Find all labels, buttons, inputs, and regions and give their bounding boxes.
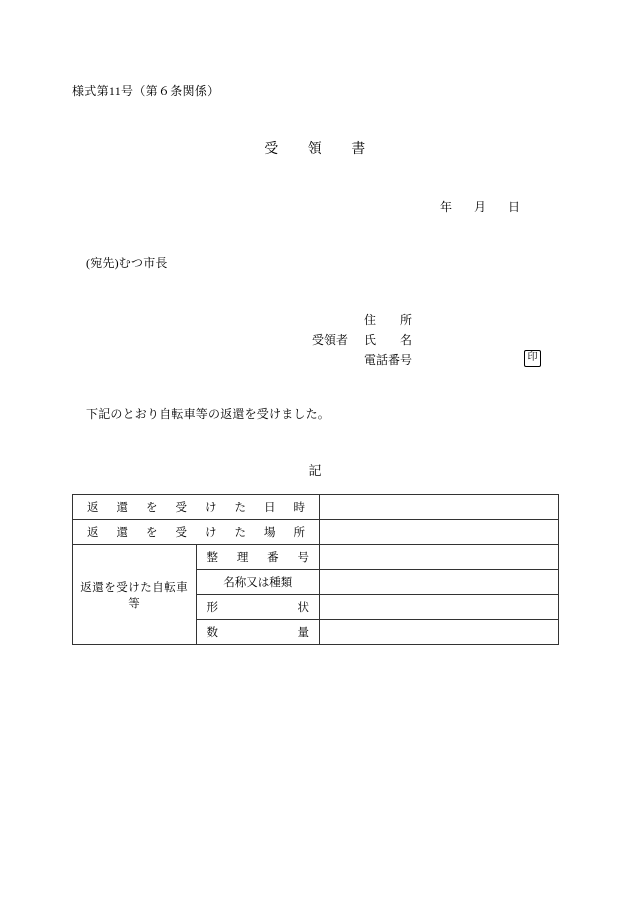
row-value-place[interactable] [320, 520, 559, 545]
sub-value-quantity[interactable] [320, 620, 559, 645]
field-label-phone: 電話番号 [364, 353, 413, 367]
return-details-table [72, 494, 559, 645]
sub-value-shape[interactable] [320, 595, 559, 620]
recipient-block [312, 310, 538, 370]
field-label-address: 住 所 [364, 313, 413, 327]
ki-marker: 記 [308, 463, 322, 478]
date-year: 年 [440, 200, 453, 214]
sub-value-control-number[interactable] [320, 545, 559, 570]
recipient-row-address [312, 310, 434, 330]
sub-label-quantity: 数 量 [196, 620, 320, 645]
addressee: (宛先)むつ市長 [86, 256, 168, 270]
statement-text: 下記のとおり自転車等の返還を受けました。 [86, 407, 331, 421]
page-title: 受 領 書 [264, 142, 366, 157]
table-row-place [73, 520, 559, 545]
sub-label-shape: 形 状 [196, 595, 320, 620]
sub-label-control-number: 整理番号 [196, 545, 320, 570]
sub-label-name-type: 名称又は種類 [196, 570, 320, 595]
seal-stamp-icon: 印 [524, 350, 541, 367]
row-value-datetime[interactable] [320, 495, 559, 520]
date-month: 月 [474, 200, 487, 214]
table-row-control-number [73, 545, 559, 570]
group-label-bicycle: 返還を受けた自転車等 [73, 545, 197, 645]
row-label-datetime: 返還を受けた日時 [73, 495, 320, 520]
table-row-datetime [73, 495, 559, 520]
form-code: 様式第11号（第６条関係） [72, 84, 220, 98]
recipient-label: 受領者 [312, 333, 349, 347]
date-line [440, 198, 520, 215]
field-label-name: 氏 名 [364, 333, 413, 347]
sub-value-name-type[interactable] [320, 570, 559, 595]
row-label-place: 返還を受けた場所 [73, 520, 320, 545]
recipient-row-phone [312, 350, 434, 370]
date-day: 日 [508, 200, 521, 214]
